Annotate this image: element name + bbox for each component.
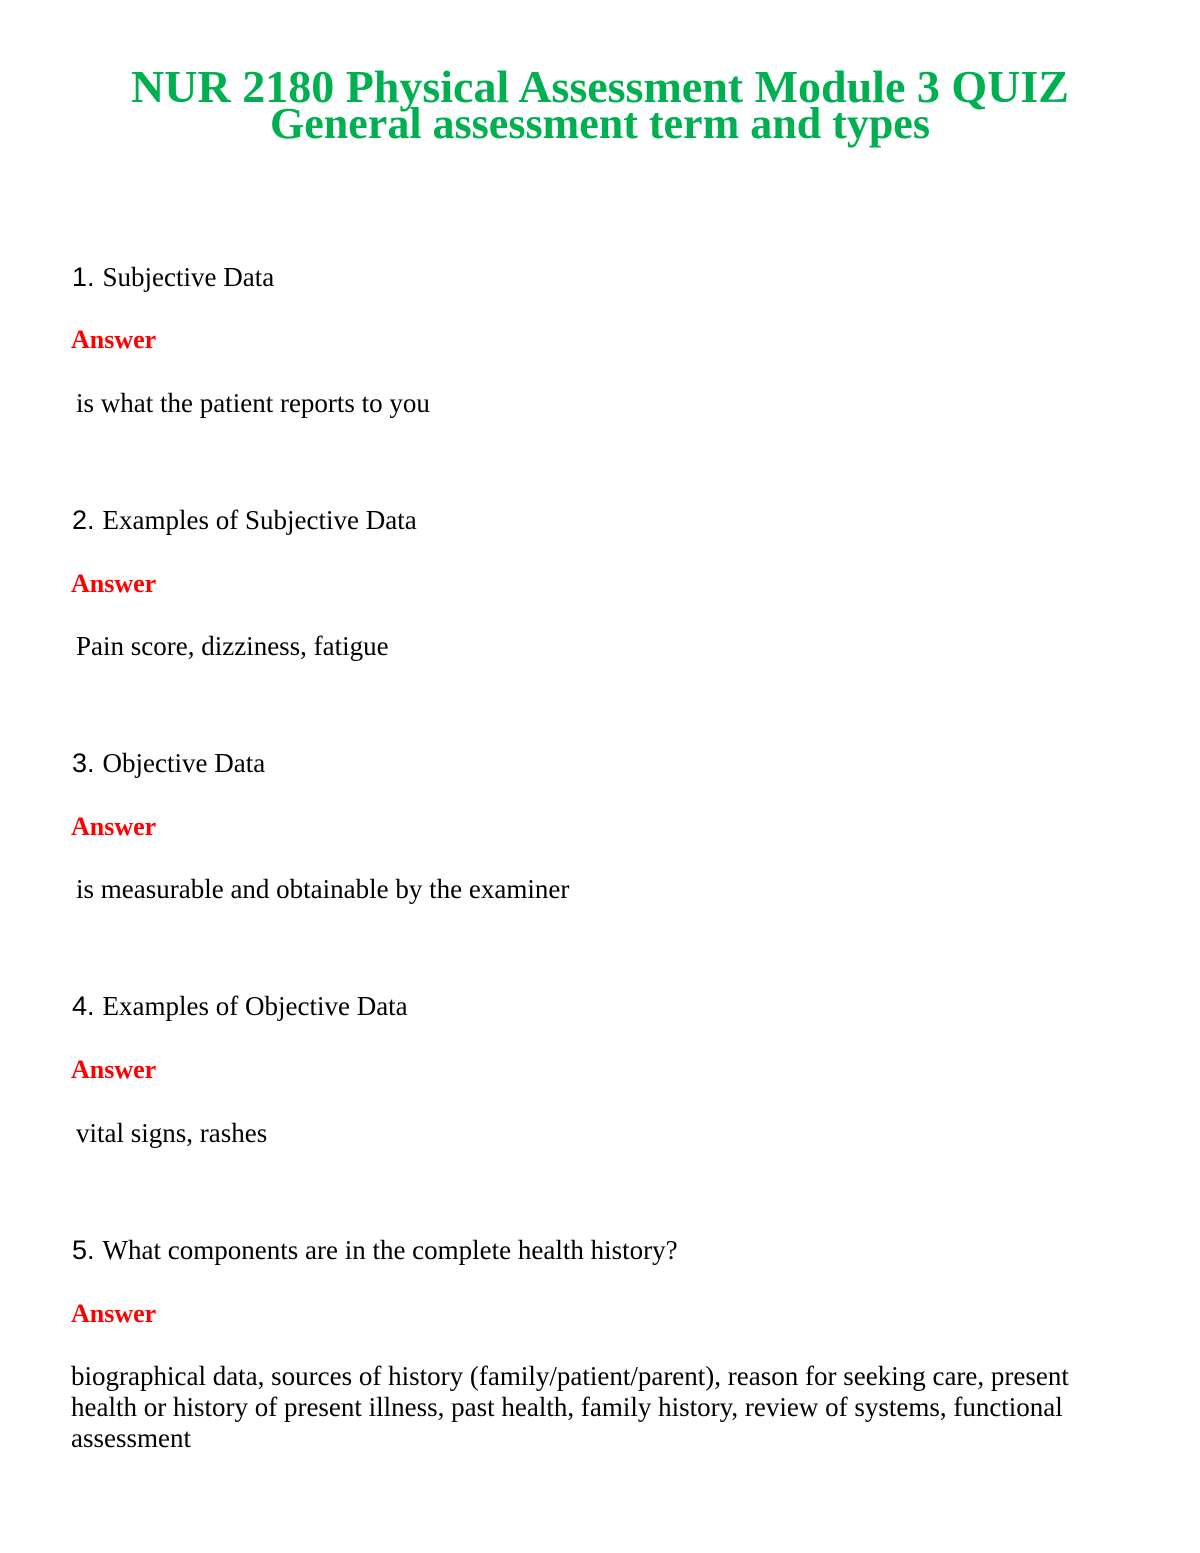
question-number: 1. xyxy=(72,262,95,292)
question-text: Examples of Objective Data xyxy=(102,991,408,1021)
question-2 xyxy=(72,507,417,534)
answer-label: Answer xyxy=(71,812,157,841)
answer-text: biographical data, sources of history (family/patient/parent), reason for seeking care, present health or history of present illness, past health, family history, review of systems, functional assessment xyxy=(71,1361,1069,1453)
answer-label: Answer xyxy=(71,325,157,354)
answer-text: is measurable and obtainable by the examiner xyxy=(76,874,570,904)
answer-label: Answer xyxy=(71,1299,157,1328)
question-text: What components are in the complete health history? xyxy=(102,1235,678,1265)
answer-text: is what the patient reports to you xyxy=(76,388,430,418)
question-5 xyxy=(72,1237,678,1264)
question-number: 2. xyxy=(72,505,95,535)
answer-label: Answer xyxy=(71,1055,157,1084)
answer-text: vital signs, rashes xyxy=(76,1118,268,1148)
question-text: Subjective Data xyxy=(102,262,275,292)
question-text: Examples of Subjective Data xyxy=(102,505,417,535)
question-number: 3. xyxy=(72,748,95,778)
document-subtitle: General assessment term and types xyxy=(270,99,930,148)
answer-text: Pain score, dizziness, fatigue xyxy=(76,631,389,661)
question-4 xyxy=(72,993,408,1020)
question-number: 4. xyxy=(72,991,95,1021)
document-title: NUR 2180 Physical Assessment Module 3 QUIZ xyxy=(131,61,1069,112)
question-3 xyxy=(72,750,265,777)
question-1 xyxy=(72,264,274,291)
question-text: Objective Data xyxy=(102,748,266,778)
question-number: 5. xyxy=(72,1235,95,1265)
answer-label: Answer xyxy=(71,569,157,598)
